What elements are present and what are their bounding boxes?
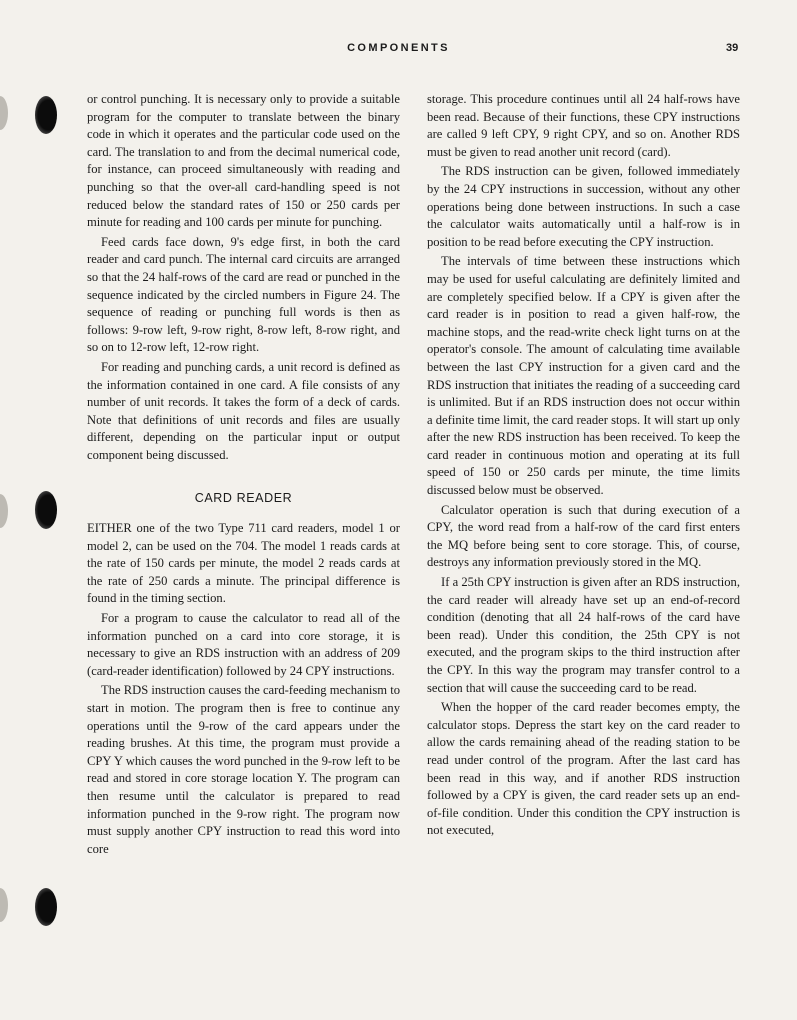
- running-header: COMPONENTS: [347, 42, 450, 54]
- binder-hole-edge-bottom: [0, 888, 8, 922]
- paragraph: storage. This procedure continues until all 24 half-rows have been read. Because of their functions, these CPY instructions are called 9 left CPY, 9 right CPY, and so on. Another RDS must be given to read another unit record (card).: [427, 92, 740, 159]
- binder-hole-top: [35, 96, 57, 134]
- paragraph: Feed cards face down, 9's edge first, in both the card reader and card punch. The internal card circuits are arranged so that the 24 half-rows of the card are read or punched in the sequence indicated by the circled numbers in Figure 24. The sequence of reading or punching full words is then as follows: 9-row left, 9-row right, 8-row left, 8-row right, and so on to 12-row left, 12-row right.: [87, 234, 400, 355]
- binder-hole-middle: [35, 491, 57, 529]
- paragraph: EITHER one of the two Type 711 card readers, model 1 or model 2, can be used on the 704. The model 1 reads cards at the rate of 150 cards per minute, the model 2 reads cards at the rate of 250 cards a minute. The principal difference is found in the timing section.: [87, 521, 400, 606]
- paragraph: For a program to cause the calculator to read all of the information punched on a card into core storage, it is necessary to give an RDS instruction with an address of 209 (card-reader identification) followed by 24 CPY instructions.: [87, 611, 400, 678]
- right-column: [427, 91, 740, 842]
- paragraph: For reading and punching cards, a unit record is defined as the information contained in one card. A file consists of any number of unit records. It takes the form of a deck of cards. Note that definitions of unit records and files are usually different, depending on the particular input or output component being discussed.: [87, 359, 400, 462]
- paragraph: The RDS instruction can be given, followed immediately by the 24 CPY instructions in succession, without any other operations being done between instructions. In such a case the calculator waits automatically until a half-row is in position to be read before executing the CPY instruction.: [427, 164, 740, 249]
- binder-hole-edge-middle: [0, 494, 8, 528]
- paragraph: Calculator operation is such that during execution of a CPY, the word read from a half-row of the card first enters the MQ before being sent to core storage. This, of course, destroys any information previously stored in the MQ.: [427, 502, 740, 570]
- paragraph: The intervals of time between these instructions which may be used for useful calculating are definitely limited and are completely specified below. If a CPY is given after the card reader is in position to read a given half-row, the machine stops, and the read-write check light turns on at the operator's console. The amount of calculating time available between the last CPY instruction for a given card and the RDS instruction that initiates the reading of a succeeding card is unlimited. But if an RDS instruction does not occur within a definite time limit, the card reader stops. It will start up only after the new RDS instruction has been received. To keep the card reader in continuous motion and operating at its full speed of 150 or 250 cards per minute, the time limits discussed below must be observed.: [427, 254, 740, 498]
- paragraph: or control punching. It is necessary only to provide a suitable program for the computer to translate between the binary code in which it operates and the particular code used on the card. The translation to and from the decimal numerical code, for instance, can proceed simultaneously with reading and punching so that the over-all card-handling speed is not reduced below the standard rates of 150 or 250 cards per minute for reading and 100 cards per minute for punching.: [87, 92, 400, 230]
- paragraph: When the hopper of the card reader becomes empty, the calculator stops. Depress the start key on the card reader to allow the cards remaining ahead of the reading station to be read under control of the program. After the last card has been read in this way, and if another RDS instruction followed by a CPY is given, the card reader sets up an end-of-file condition. Under this condition the CPY instruction is not executed,: [427, 700, 740, 838]
- page-number: 39: [726, 42, 739, 54]
- binder-hole-bottom: [35, 888, 57, 926]
- binder-hole-edge-top: [0, 96, 8, 130]
- paragraph: If a 25th CPY instruction is given after an RDS instruction, the card reader will already have set up an end-of-record condition (denoting that all 24 half-rows of the card have been read). Under this condition, the 25th CPY is not executed, and the program skips to the third instruction after the CPY. In this way the program may transfer control to a section that will cause the succeeding card to be read.: [427, 575, 740, 695]
- left-column: [87, 91, 400, 860]
- paragraph: The RDS instruction causes the card-feeding mechanism to start in motion. The program then is free to continue any operations until the 9-row of the card appears under the reading brushes. At this time, the program must provide a CPY Y which causes the word punched in the 9-row left to be read and stored in core storage location Y. The program can then resume until the calculator is prepared to read information punched in the 9-row right. The program now must supply another CPY instruction to read this word into core: [87, 683, 401, 856]
- section-heading: CARD READER: [194, 491, 293, 506]
